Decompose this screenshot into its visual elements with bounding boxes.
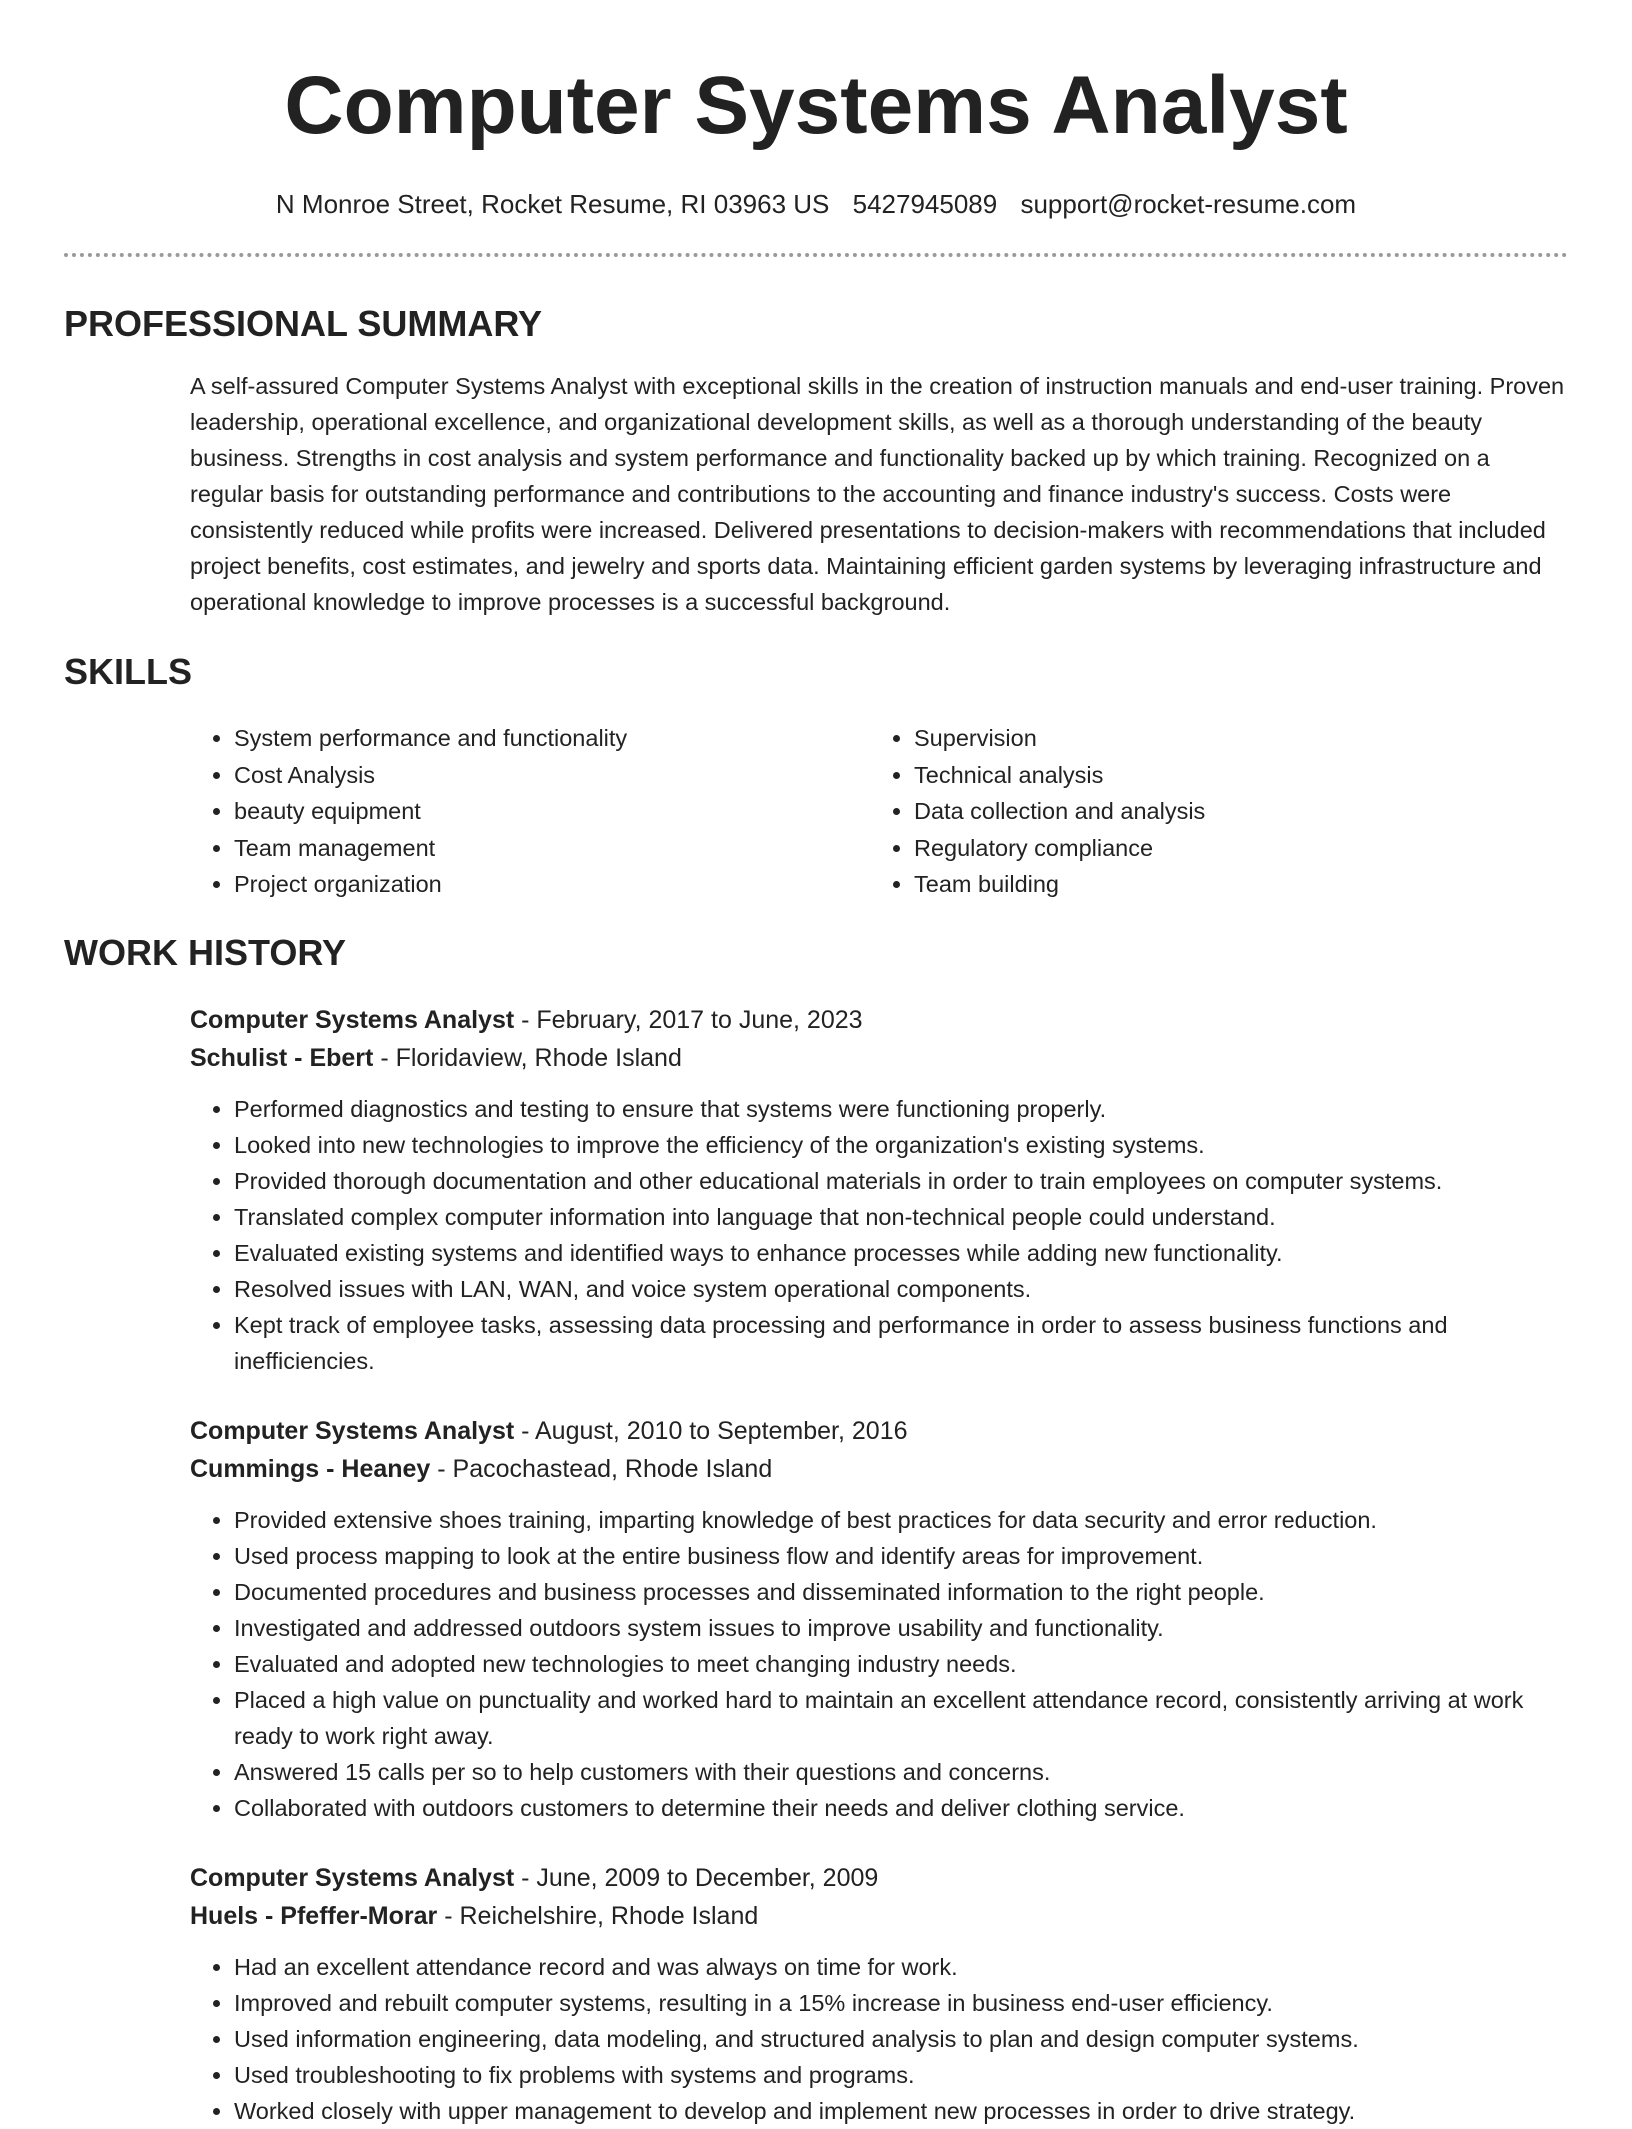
job-company: Schulist - Ebert: [190, 1043, 374, 1072]
resume-page: [64, 0, 1568, 2129]
header-divider: [64, 253, 1568, 257]
skills-heading: SKILLS: [64, 651, 193, 692]
job-company: Cummings - Heaney: [190, 1454, 431, 1483]
job-dates: - August, 2010 to September, 2016: [514, 1416, 908, 1445]
job-dates: - June, 2009 to December, 2009: [514, 1863, 879, 1892]
skill-item: • beauty equipment: [234, 793, 870, 830]
job-location: - Reichelshire, Rhode Island: [437, 1901, 759, 1930]
job-bullet: • Placed a high value on punctuality and worked hard to maintain an excellent attendance record, consistently arriving at work ready to work right away.: [234, 1682, 1568, 1754]
job-role: Computer Systems Analyst: [190, 1416, 515, 1445]
job-bullet: • Translated complex computer information into language that non-technical people could understand.: [234, 1199, 1568, 1235]
job-bullet: • Answered 15 calls per so to help customers with their questions and concerns.: [234, 1754, 1568, 1790]
contact-address: N Monroe Street, Rocket Resume, RI 03963 US: [275, 189, 830, 219]
job-bullet: • Used process mapping to look at the entire business flow and identify areas for improvement.: [234, 1538, 1568, 1574]
job-bullet: • Provided extensive shoes training, imparting knowledge of best practices for data security and error reduction.: [234, 1502, 1568, 1538]
job-bullets: [190, 1502, 1568, 1826]
resume-name: Computer Systems Analyst: [284, 60, 1348, 151]
skill-item: • Supervision: [914, 720, 1550, 757]
contact-email: support@rocket-resume.com: [1020, 189, 1357, 219]
skills-column-right: [870, 720, 1550, 903]
job-company: Huels - Pfeffer-Morar: [190, 1901, 438, 1930]
job-bullets: [190, 1091, 1568, 1379]
job-bullets: [190, 1949, 1568, 2129]
skill-item: • Team management: [234, 830, 870, 867]
job-bullet: • Improved and rebuilt computer systems, resulting in a 15% increase in business end-user efficiency.: [234, 1985, 1568, 2021]
skill-item: • Cost Analysis: [234, 757, 870, 794]
job-title-line: [190, 1412, 1568, 1450]
job-bullet: • Resolved issues with LAN, WAN, and voice system operational components.: [234, 1271, 1568, 1307]
job-bullet: • Collaborated with outdoors customers to determine their needs and deliver clothing service.: [234, 1790, 1568, 1826]
summary-text: A self-assured Computer Systems Analyst with exceptional skills in the creation of instruction manuals and end-user training. Proven leadership, operational excellence, and organizational development skills, as well as a thorough understanding of the beauty business. Strengths in cost analysis and system performance and functionality backed up by which training. Recognized on a regular basis for outstanding performance and contributions to the accounting and finance industry's success. Costs were consistently reduced while profits were increased. Delivered presentations to decision-makers with recommendations that included project benefits, cost estimates, and jewelry and sports data. Maintaining efficient garden systems by leveraging infrastructure and operational knowledge to improve processes is a successful background.: [190, 373, 1565, 615]
job-bullet: • Performed diagnostics and testing to ensure that systems were functioning properly.: [234, 1091, 1568, 1127]
job-company-line: [190, 1450, 1568, 1488]
job-entry: [190, 1859, 1568, 2129]
skills-list: [190, 720, 1568, 903]
skill-item: • System performance and functionality: [234, 720, 870, 757]
job-company-line: [190, 1897, 1568, 1935]
job-bullet: • Evaluated and adopted new technologies to meet changing industry needs.: [234, 1646, 1568, 1682]
job-bullet: • Investigated and addressed outdoors system issues to improve usability and functionality.: [234, 1610, 1568, 1646]
job-title-line: [190, 1001, 1568, 1039]
work-history-heading: WORK HISTORY: [64, 931, 347, 973]
job-title-line: [190, 1859, 1568, 1897]
job-bullet: • Used information engineering, data modeling, and structured analysis to plan and design computer systems.: [234, 2021, 1568, 2057]
job-dates: - February, 2017 to June, 2023: [514, 1005, 863, 1034]
skill-item: • Technical analysis: [914, 757, 1550, 794]
skill-item: • Regulatory compliance: [914, 830, 1550, 867]
skill-item: • Data collection and analysis: [914, 793, 1550, 830]
job-bullet: • Worked closely with upper management to develop and implement new processes in order to drive strategy.: [234, 2093, 1568, 2129]
contact-phone: 5427945089: [852, 189, 998, 219]
job-bullet: • Kept track of employee tasks, assessing data processing and performance in order to assess business functions and inefficiencies.: [234, 1307, 1568, 1379]
job-role: Computer Systems Analyst: [190, 1005, 515, 1034]
summary-heading: PROFESSIONAL SUMMARY: [64, 303, 543, 344]
job-location: - Floridaview, Rhode Island: [373, 1043, 682, 1072]
job-company-line: [190, 1039, 1568, 1077]
job-bullet: • Looked into new technologies to improve the efficiency of the organization's existing systems.: [234, 1127, 1568, 1163]
job-bullet: • Documented procedures and business processes and disseminated information to the right people.: [234, 1574, 1568, 1610]
contact-line: [64, 188, 1568, 220]
job-bullet: • Provided thorough documentation and other educational materials in order to train employees on computer systems.: [234, 1163, 1568, 1199]
job-bullet: • Had an excellent attendance record and was always on time for work.: [234, 1949, 1568, 1985]
job-bullet: • Used troubleshooting to fix problems with systems and programs.: [234, 2057, 1568, 2093]
job-bullet: • Evaluated existing systems and identified ways to enhance processes while adding new functionality.: [234, 1235, 1568, 1271]
job-role: Computer Systems Analyst: [190, 1863, 515, 1892]
job-entry: [190, 1001, 1568, 1379]
skills-column-left: [190, 720, 870, 903]
skill-item: • Team building: [914, 866, 1550, 903]
job-location: - Pacochastead, Rhode Island: [430, 1454, 773, 1483]
job-entry: [190, 1412, 1568, 1826]
skill-item: • Project organization: [234, 866, 870, 903]
